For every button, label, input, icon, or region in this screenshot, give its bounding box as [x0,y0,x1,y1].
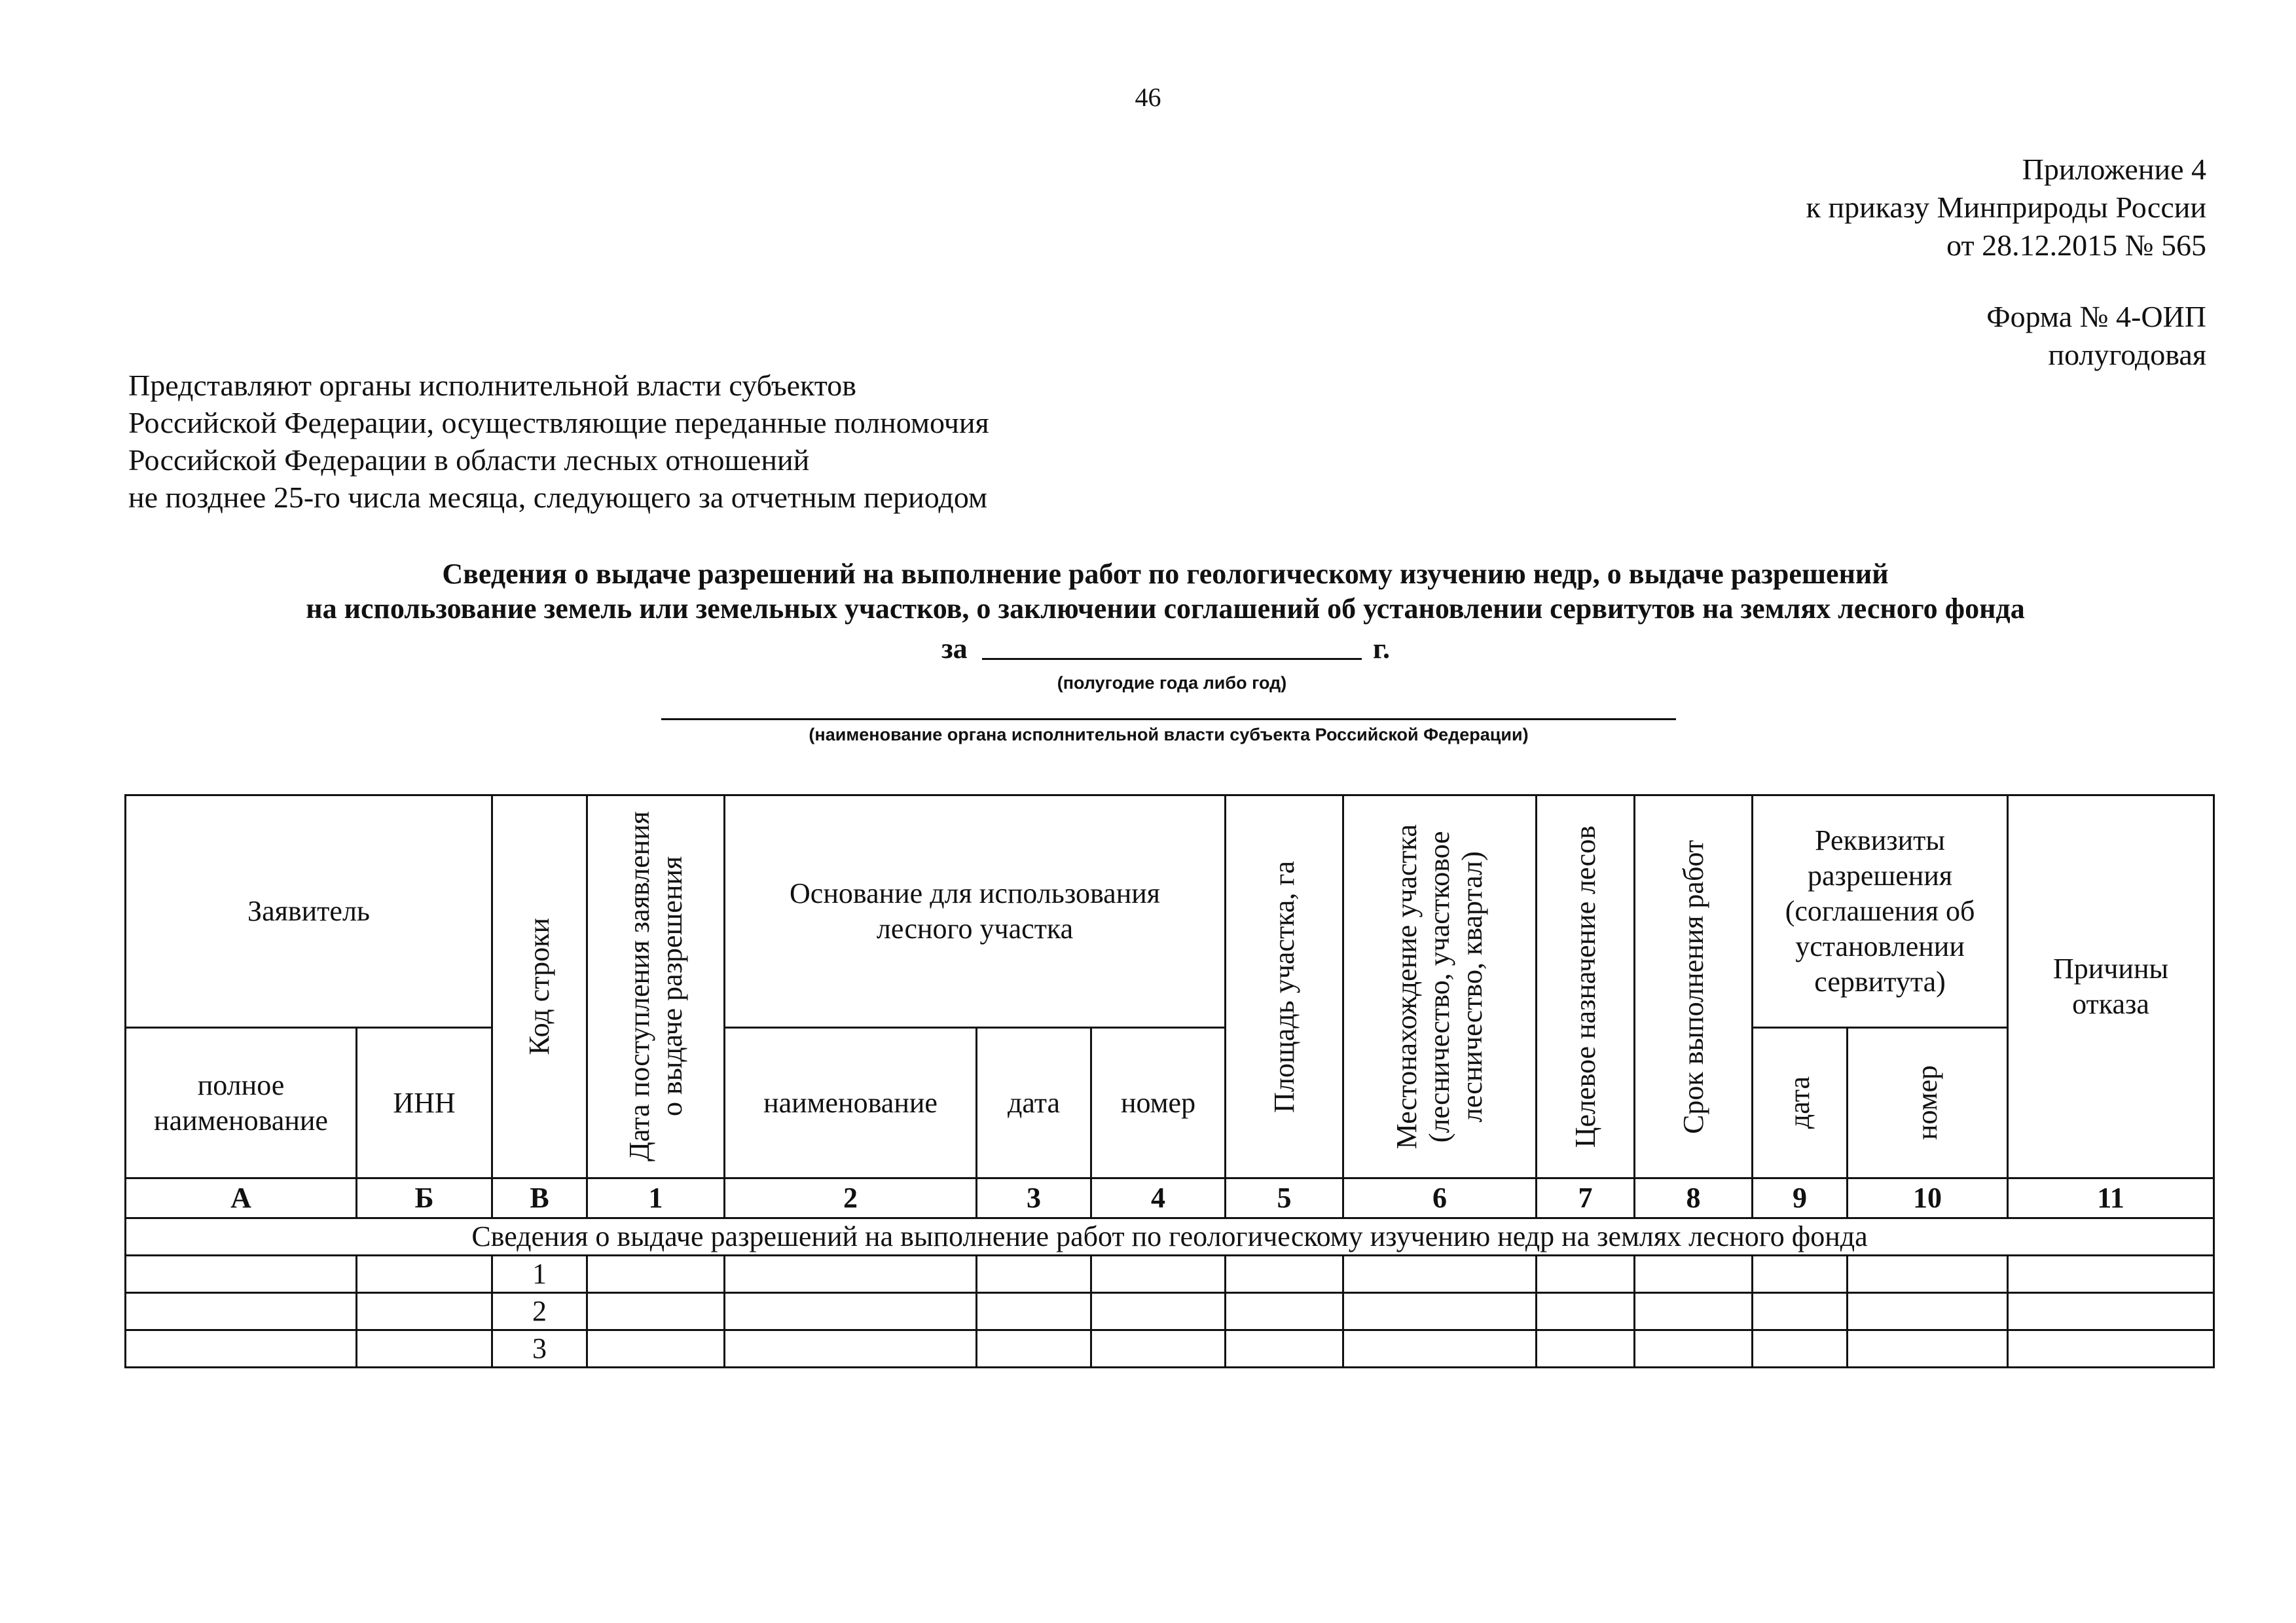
appendix-reference [1806,151,2206,264]
column-number: 3 [977,1178,1091,1218]
cell[interactable] [1753,1293,1848,1330]
cell[interactable] [1226,1256,1343,1293]
cell[interactable] [1848,1330,2008,1368]
column-number: В [492,1178,587,1218]
row-code: 1 [492,1256,587,1293]
cell[interactable] [587,1256,725,1293]
form-identifier [1986,298,2206,374]
header-term: Срок выполнения работ [1635,795,1753,1178]
organization-hint: (наименование органа исполнительной власти субъекта Российской Федерации) [809,725,1529,744]
form-name: Форма № 4-ОИП [1986,300,2206,333]
header-purpose: Целевое назначение лесов [1537,795,1635,1178]
cell[interactable] [1537,1293,1635,1330]
header-area: Площадь участка, га [1226,795,1343,1178]
cell[interactable] [1753,1330,1848,1368]
cell[interactable] [587,1330,725,1368]
header-details-number: номер [1848,1028,2008,1178]
submitters-block [128,367,989,516]
cell[interactable] [587,1293,725,1330]
cell[interactable] [1848,1293,2008,1330]
submitters-line: Представляют органы исполнительной власти субъектов [128,369,856,402]
cell[interactable] [357,1330,492,1368]
table-row [126,1330,2214,1368]
row-code: 3 [492,1330,587,1368]
cell[interactable] [2008,1330,2214,1368]
header-inn: ИНН [357,1028,492,1178]
header-permit-details: Реквизиты разрешения (соглашения об установлении сервитута) [1753,795,2008,1028]
cell[interactable] [725,1330,977,1368]
report-table [124,794,2215,1368]
column-number-row [126,1178,2214,1218]
column-number: Б [357,1178,492,1218]
form-periodicity: полугодовая [2048,338,2206,371]
appendix-number: Приложение 4 [2022,153,2206,186]
header-basis-number: номер [1091,1028,1226,1178]
header-basis-date: дата [977,1028,1091,1178]
appendix-order: к приказу Минприроды России [1806,191,2206,224]
cell[interactable] [725,1256,977,1293]
cell[interactable] [1091,1256,1226,1293]
cell[interactable] [126,1293,357,1330]
header-basis-name: наименование [725,1028,977,1178]
organization-input-line[interactable] [661,718,1676,720]
cell[interactable] [977,1330,1091,1368]
column-number: 1 [587,1178,725,1218]
header-details-date: дата [1753,1028,1848,1178]
cell[interactable] [1537,1256,1635,1293]
column-number: 8 [1635,1178,1753,1218]
column-number: 7 [1537,1178,1635,1218]
page-number: 46 [1135,82,1161,112]
period-input-line[interactable] [982,638,1362,660]
cell[interactable] [357,1293,492,1330]
cell[interactable] [1848,1256,2008,1293]
cell[interactable] [1635,1330,1753,1368]
header-location: Местонахождение участка (лесничество, участковое лесничество, квартал) [1343,795,1537,1178]
header-refusal: Причины отказа [2008,795,2214,1178]
header-date-received: Дата поступления заявления о выдаче разрешения [587,795,725,1178]
cell[interactable] [1226,1293,1343,1330]
header-full-name: полное наименование [126,1028,357,1178]
column-number: 11 [2008,1178,2214,1218]
submitters-line: Российской Федерации в области лесных отношений [128,443,810,477]
cell[interactable] [2008,1256,2214,1293]
header-row-code: Код строки [492,795,587,1178]
cell[interactable] [1091,1330,1226,1368]
cell[interactable] [1635,1256,1753,1293]
column-number: 2 [725,1178,977,1218]
period-year-label: г. [1373,632,1391,665]
table-row [126,1256,2214,1293]
cell[interactable] [1753,1256,1848,1293]
cell[interactable] [357,1256,492,1293]
cell[interactable] [725,1293,977,1330]
cell[interactable] [126,1330,357,1368]
title-line: Сведения о выдаче разрешений на выполнение работ по геологическому изучению недр, о выдаче разрешений [442,558,1889,590]
cell[interactable] [977,1256,1091,1293]
column-number: А [126,1178,357,1218]
column-number: 10 [1848,1178,2008,1218]
cell[interactable] [1226,1330,1343,1368]
column-number: 4 [1091,1178,1226,1218]
section-title: Сведения о выдаче разрешений на выполнение работ по геологическому изучению недр на землях лесного фонда [126,1218,2214,1256]
period-for-label: за [941,632,968,665]
cell[interactable] [1635,1293,1753,1330]
cell[interactable] [2008,1293,2214,1330]
document-title [131,556,2200,626]
column-number: 6 [1343,1178,1537,1218]
cell[interactable] [1343,1293,1537,1330]
cell[interactable] [126,1256,357,1293]
table-row [126,1293,2214,1330]
cell[interactable] [1343,1256,1537,1293]
submitters-line: Российской Федерации, осуществляющие переданные полномочия [128,406,989,439]
column-number: 9 [1753,1178,1848,1218]
title-line: на использование земель или земельных участков, о заключении соглашений об установлении сервитутов на землях лесного фонда [306,593,2025,625]
row-code: 2 [492,1293,587,1330]
column-number: 5 [1226,1178,1343,1218]
header-basis: Основание для использования лесного участка [725,795,1226,1028]
cell[interactable] [977,1293,1091,1330]
cell[interactable] [1537,1330,1635,1368]
submitters-deadline: не позднее 25-го числа месяца, следующего за отчетным периодом [128,481,988,514]
cell[interactable] [1343,1330,1537,1368]
cell[interactable] [1091,1293,1226,1330]
period-hint: (полугодие года либо год) [1057,673,1287,693]
appendix-order-date: от 28.12.2015 № 565 [1946,228,2206,262]
header-applicant: Заявитель [126,795,492,1028]
